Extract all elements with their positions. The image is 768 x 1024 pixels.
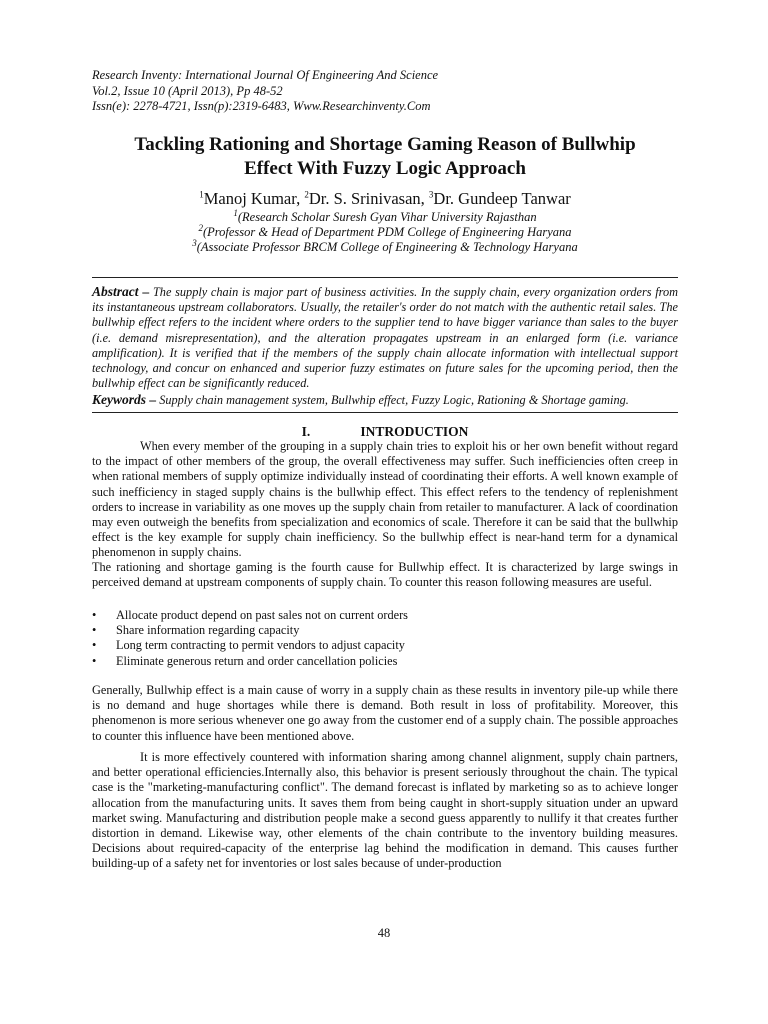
affiliation-1 [92, 207, 678, 225]
abstract-label: Abstract – [92, 284, 150, 299]
bullet-icon: • [92, 638, 97, 653]
author-2: Dr. S. Srinivasan, [308, 189, 429, 208]
title-line-2: Effect With Fuzzy Logic Approach [244, 158, 526, 179]
bullet-icon: • [92, 608, 97, 622]
paragraph-2 [92, 560, 678, 590]
affiliation-2 [92, 222, 678, 240]
paragraph-1-text: When every member of the grouping in a supply chain tries to exploit his or her own benefit without regard to the impact of other members of the group, the overall effectiveness may suffer. Such inefficiencies often creep in when rational members of supply optimize individually instead of coordinating their efforts. A well known example of such inefficiency in staged supply chains is the bullwhip effect. This effect refers to the tendency of replenishment orders to increase in variability as one moves up the supply chain from retailer to manufacturer. A lack of coordination may even outweigh the benefits from specialization and economics of scale. Therefore it can be said that the bullwhip effect is the key example for supply chain inefficiency. So the bullwhip effect is near-hand term for a dynamical phenomenon in supply chains. [92, 439, 678, 560]
section-number: I. [301, 424, 311, 439]
paragraph-3 [92, 683, 678, 744]
list-item [92, 638, 678, 653]
affiliation-2-text: (Professor & Head of Department PDM College of Engineering Haryana [202, 225, 572, 239]
keywords-bottom-rule [92, 412, 678, 413]
journal-volume: Vol.2, Issue 10 (April 2013), Pp 48-52 [92, 83, 283, 98]
paragraph-4-text: It is more effectively countered with information sharing among channel alignment, supply chain partners, and better operational efficiencies.Internally also, this behavior is present seriously throughout the chain. The typical case is the "marketing-manufacturing conflict". The demand forecast is inflated by marketing so as to achieve longer allocation from the manufacturing units. It saves them from being caught in short-supply situation under an upward market swing. Manufacturing and distribution people make a second guess apparently to nullify it that creates further distortion in demand. Likewise way, other elements of the chain contribute to the inventory building measures. Decisions about required-capacity of the enterprise lag behind the modification in demand. This causes further building-up of a safety net for inventories or lost sales because of under-production [92, 750, 678, 871]
keywords [92, 392, 678, 408]
section-heading [92, 424, 678, 440]
journal-name: Research Inventy: International Journal Of Engineering And Science [92, 68, 439, 82]
affiliation-3-sup: 3 [192, 237, 197, 248]
section-title: INTRODUCTION [360, 424, 469, 439]
paragraph-4 [92, 750, 678, 872]
bullet-icon: • [92, 623, 97, 638]
abstract-text: The supply chain is major part of business activities. In the supply chain, every organization orders from its instantaneous upstream collaborators. Usually, the retailer's order do not match with the authentic retail sales. The bullwhip effect refers to the incident where orders to the supplier tend to have bigger variance than sales to the buyer (i.e. demand misrepresentation), and the alteration propagates upstream in an enlarged form (i.e. variance amplification). It is verified that if the members of the supply chain allocate information with intellectual support technology, and concur on enhanced and superior fuzzy estimates on future sales for the upcoming period, then the bullwhip effect can be significantly reduced. [92, 285, 678, 391]
measures-list [92, 608, 678, 669]
list-item [92, 623, 678, 638]
affiliation-1-sup: 1 [233, 207, 238, 218]
affiliations [92, 207, 678, 255]
author-1: Manoj Kumar, [203, 189, 305, 208]
keywords-label: Keywords – [92, 392, 157, 407]
journal-header [92, 68, 678, 115]
list-item [92, 608, 678, 623]
author-2-sup: 2 [304, 189, 309, 200]
title-line-1: Tackling Rationing and Shortage Gaming Reason of Bullwhip [134, 134, 636, 155]
list-item-text: Share information regarding capacity [116, 623, 300, 638]
author-3-sup: 3 [428, 189, 434, 200]
affiliation-3 [92, 237, 678, 255]
paragraph-3-text: Generally, Bullwhip effect is a main cause of worry in a supply chain as these results in inventory pile-up while there is no demand and huge shortages while there is demand. Both result in loss of profitability. Moreover, this phenomenon is more serious whenever one go away from the customer end of a supply chain. The possible approaches to counter this influence have been mentioned above. [92, 683, 678, 743]
paragraph-1 [92, 439, 678, 561]
paragraph-2-text: The rationing and shortage gaming is the fourth cause for Bullwhip effect. It is characterized by large swings in perceived demand at upstream components of supply chain. To counter this reason following measures are useful. [92, 560, 678, 590]
abstract [92, 284, 678, 391]
author-1-sup: 1 [199, 189, 204, 200]
bullet-icon: • [92, 653, 97, 668]
paper-title [92, 133, 678, 181]
affiliation-1-text: (Research Scholar Suresh Gyan Vihar University Rajasthan [237, 210, 537, 224]
list-item-text: Eliminate generous return and order cancellation policies [116, 653, 398, 668]
journal-issn: Issn(e): 2278-4721, Issn(p):2319-6483, Www.Researchinventy.Com [92, 99, 431, 113]
abstract-top-rule [92, 277, 678, 278]
page-number: 48 [377, 926, 391, 940]
affiliation-2-sup: 2 [198, 222, 203, 233]
list-item-text: Long term contracting to permit vendors to adjust capacity [116, 638, 405, 653]
list-item-text: Allocate product depend on past sales not on current orders [116, 608, 408, 622]
authors [92, 189, 678, 209]
author-3: Dr. Gundeep Tanwar [433, 189, 571, 208]
list-item [92, 654, 678, 669]
keywords-text: Supply chain management system, Bullwhip effect, Fuzzy Logic, Rationing & Shortage gaming. [156, 393, 629, 407]
affiliation-3-text: (Associate Professor BRCM College of Engineering & Technology Haryana [196, 240, 578, 254]
